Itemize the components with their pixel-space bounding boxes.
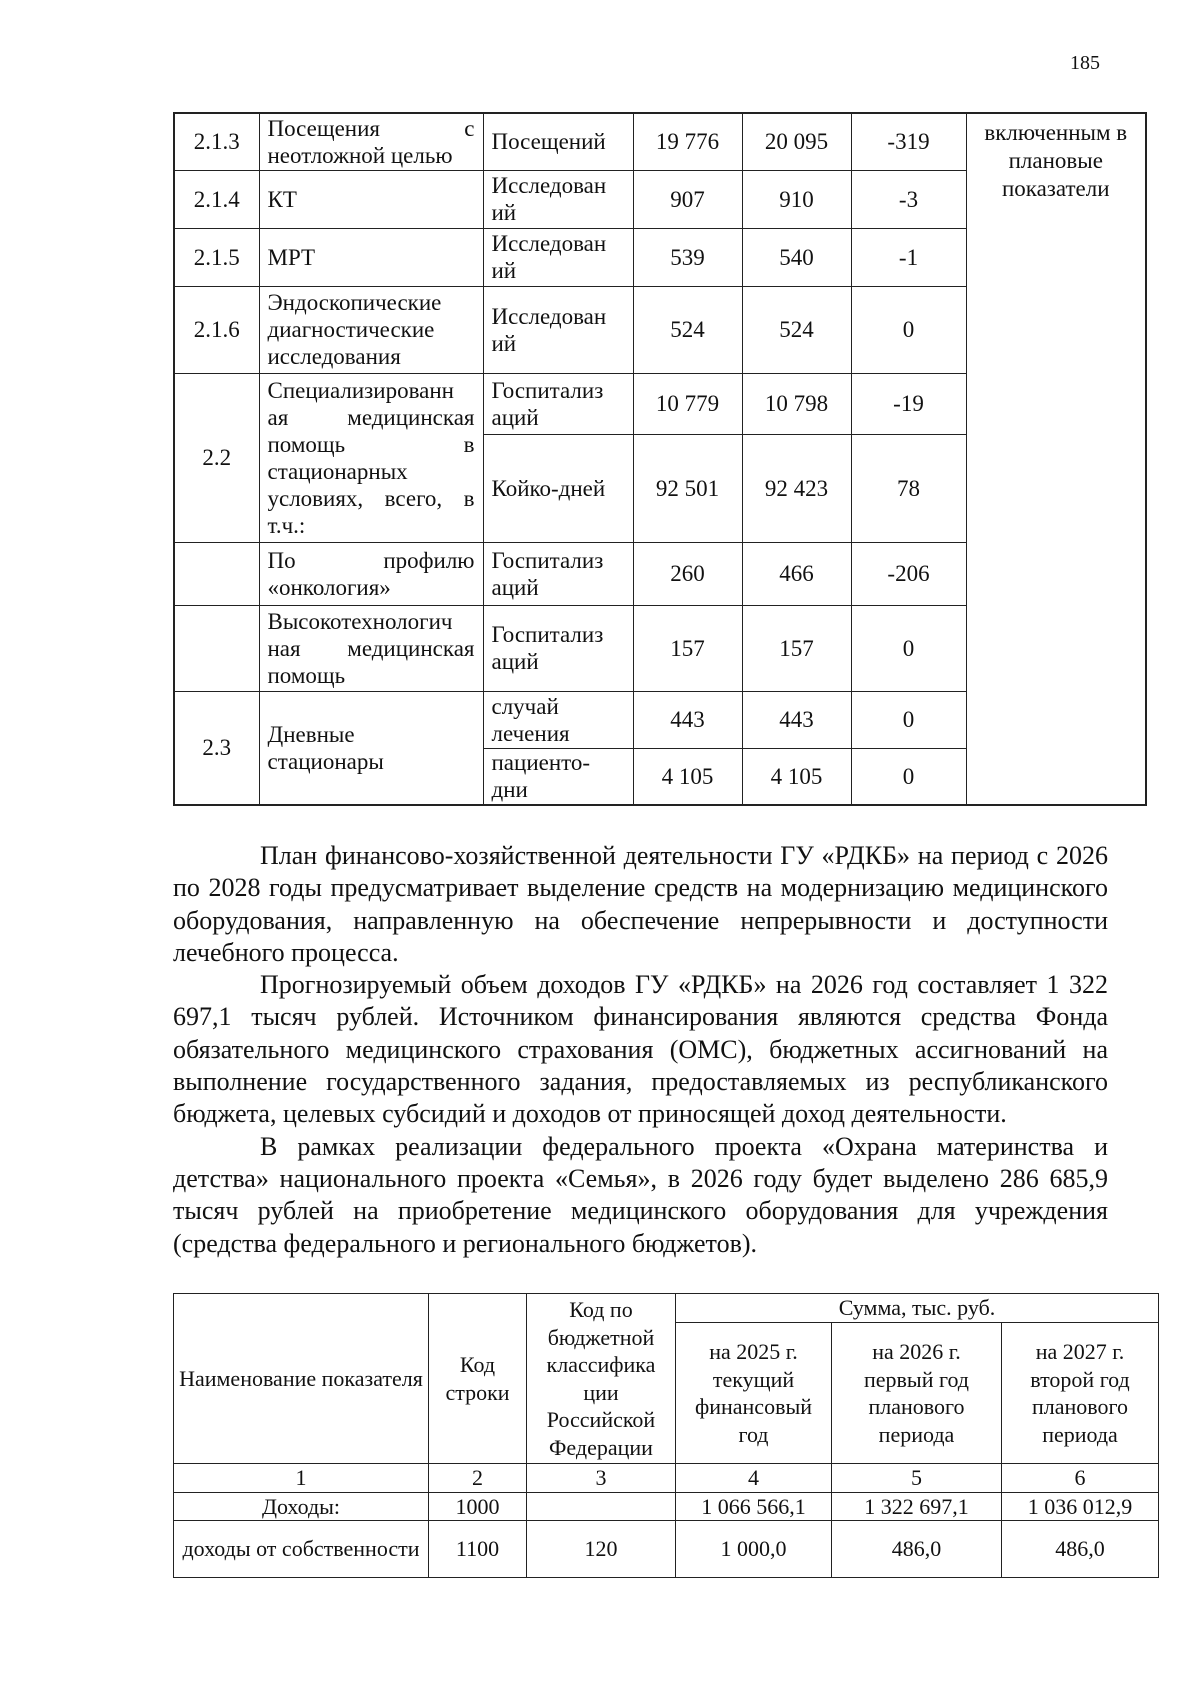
value-2027: 1 036 012,9 — [1002, 1492, 1159, 1521]
row-code: 2.2 — [174, 373, 259, 542]
row-code: 2.1.5 — [174, 228, 259, 286]
diff-cell: -319 — [851, 113, 966, 170]
value-2025: 1 000,0 — [676, 1521, 832, 1578]
row-unit: Госпитализ аций — [483, 605, 633, 691]
indicators-table — [173, 112, 1147, 806]
value-cell: 19 776 — [633, 113, 742, 170]
column-number: 1 — [174, 1464, 429, 1493]
diff-cell: -206 — [851, 542, 966, 605]
table-row — [174, 1492, 1159, 1521]
value-cell: 10 798 — [742, 373, 851, 434]
value-2026: 1 322 697,1 — [832, 1492, 1002, 1521]
value-2026: 486,0 — [832, 1521, 1002, 1578]
row-name: МРТ — [259, 228, 483, 286]
row-name: КТ — [259, 170, 483, 228]
column-number: 6 — [1002, 1464, 1159, 1493]
diff-cell: 0 — [851, 691, 966, 748]
row-name: Посещения с неотложной целью — [259, 113, 483, 170]
value-cell: 4 105 — [742, 748, 851, 805]
column-number: 2 — [429, 1464, 527, 1493]
value-cell: 157 — [742, 605, 851, 691]
value-cell: 4 105 — [633, 748, 742, 805]
column-number: 4 — [676, 1464, 832, 1493]
value-cell: 10 779 — [633, 373, 742, 434]
row-budget-code: 120 — [527, 1521, 676, 1578]
row-name: По профилю «онкология» — [259, 542, 483, 605]
value-cell: 92 501 — [633, 434, 742, 542]
header-2025: на 2025 г. текущий финансовый год — [676, 1323, 832, 1464]
diff-cell: -19 — [851, 373, 966, 434]
paragraph-plan: План финансово-хозяйственной деятельности ГУ «РДКБ» на период с 2026 по 2028 годы предусматривает выделение средств на модернизацию медицинского оборудования, направленную на обеспечение непрерывности и доступности лечебного процесса. — [173, 841, 1108, 967]
row-code: 2.3 — [174, 691, 259, 805]
row-code: 1100 — [429, 1521, 527, 1578]
header-sum: Сумма, тыс. руб. — [676, 1294, 1159, 1323]
diff-cell: 0 — [851, 605, 966, 691]
diff-cell: -1 — [851, 228, 966, 286]
header-2027: на 2027 г. второй год планового периода — [1002, 1323, 1159, 1464]
column-number: 3 — [527, 1464, 676, 1493]
value-cell: 443 — [742, 691, 851, 748]
diff-cell: 0 — [851, 286, 966, 373]
row-name: Эндоскопические диагностические исследования — [259, 286, 483, 373]
paragraph-income: Прогнозируемый объем доходов ГУ «РДКБ» на 2026 год составляет 1 322 697,1 тысяч рублей. Источником финансирования являются средства Фонда обязательного медицинского страхования (ОМС), бюджетных ассигнований на выполнение государственного задания, предоставляемых из республиканского бюджета, целевых субсидий и доходов от приносящей доход деятельности. — [173, 970, 1108, 1129]
value-2027: 486,0 — [1002, 1521, 1159, 1578]
row-code: 2.1.6 — [174, 286, 259, 373]
header-name: Наименование показателя — [174, 1294, 429, 1464]
header-row — [174, 1294, 1159, 1323]
value-cell: 540 — [742, 228, 851, 286]
diff-cell: 0 — [851, 748, 966, 805]
row-budget-code — [527, 1492, 676, 1521]
row-code: 1000 — [429, 1492, 527, 1521]
row-code — [174, 605, 259, 691]
row-name: Специализированн ая медицинская помощь в стационарных условиях, всего, в т.ч.: — [259, 373, 483, 542]
value-cell: 524 — [633, 286, 742, 373]
header-code: Код строки — [429, 1294, 527, 1464]
row-unit: Госпитализ аций — [483, 542, 633, 605]
header-2026: на 2026 г. первый год планового периода — [832, 1323, 1002, 1464]
row-unit: Исследован ий — [483, 286, 633, 373]
row-unit: Госпитализ аций — [483, 373, 633, 434]
value-cell: 466 — [742, 542, 851, 605]
value-cell: 92 423 — [742, 434, 851, 542]
value-cell: 157 — [633, 605, 742, 691]
row-name: Дневные стационары — [259, 691, 483, 805]
note-cell: включенным в плановые показатели — [966, 113, 1146, 805]
column-number: 5 — [832, 1464, 1002, 1493]
value-cell: 260 — [633, 542, 742, 605]
value-cell: 20 095 — [742, 113, 851, 170]
table-row — [174, 113, 1146, 170]
header-budget-code: Код по бюджетной классифика ции Российской Федерации — [527, 1294, 676, 1464]
value-cell: 910 — [742, 170, 851, 228]
row-unit: Посещений — [483, 113, 633, 170]
page-number: 185 — [1070, 52, 1100, 74]
row-code — [174, 542, 259, 605]
value-cell: 443 — [633, 691, 742, 748]
row-unit: Койко-дней — [483, 434, 633, 542]
row-unit: Исследован ий — [483, 228, 633, 286]
diff-cell: -3 — [851, 170, 966, 228]
body-text — [173, 840, 1108, 1260]
value-cell: 907 — [633, 170, 742, 228]
row-unit: случай лечения — [483, 691, 633, 748]
row-unit: Исследован ий — [483, 170, 633, 228]
column-number-row — [174, 1464, 1159, 1493]
finance-table — [173, 1293, 1159, 1578]
diff-cell: 78 — [851, 434, 966, 542]
value-cell: 539 — [633, 228, 742, 286]
paragraph-project: В рамках реализации федерального проекта «Охрана материнства и детства» национального проекта «Семья», в 2026 году будет выделено 286 685,9 тысяч рублей на приобретение медицинского оборудования для учреждения (средства федерального и регионального бюджетов). — [173, 1131, 1108, 1258]
value-cell: 524 — [742, 286, 851, 373]
table-row — [174, 1521, 1159, 1578]
row-unit: пациенто- дни — [483, 748, 633, 805]
row-name: доходы от собственности — [174, 1521, 429, 1578]
row-name: Доходы: — [174, 1492, 429, 1521]
row-name: Высокотехнологич ная медицинская помощь — [259, 605, 483, 691]
row-code: 2.1.4 — [174, 170, 259, 228]
value-2025: 1 066 566,1 — [676, 1492, 832, 1521]
row-code: 2.1.3 — [174, 113, 259, 170]
